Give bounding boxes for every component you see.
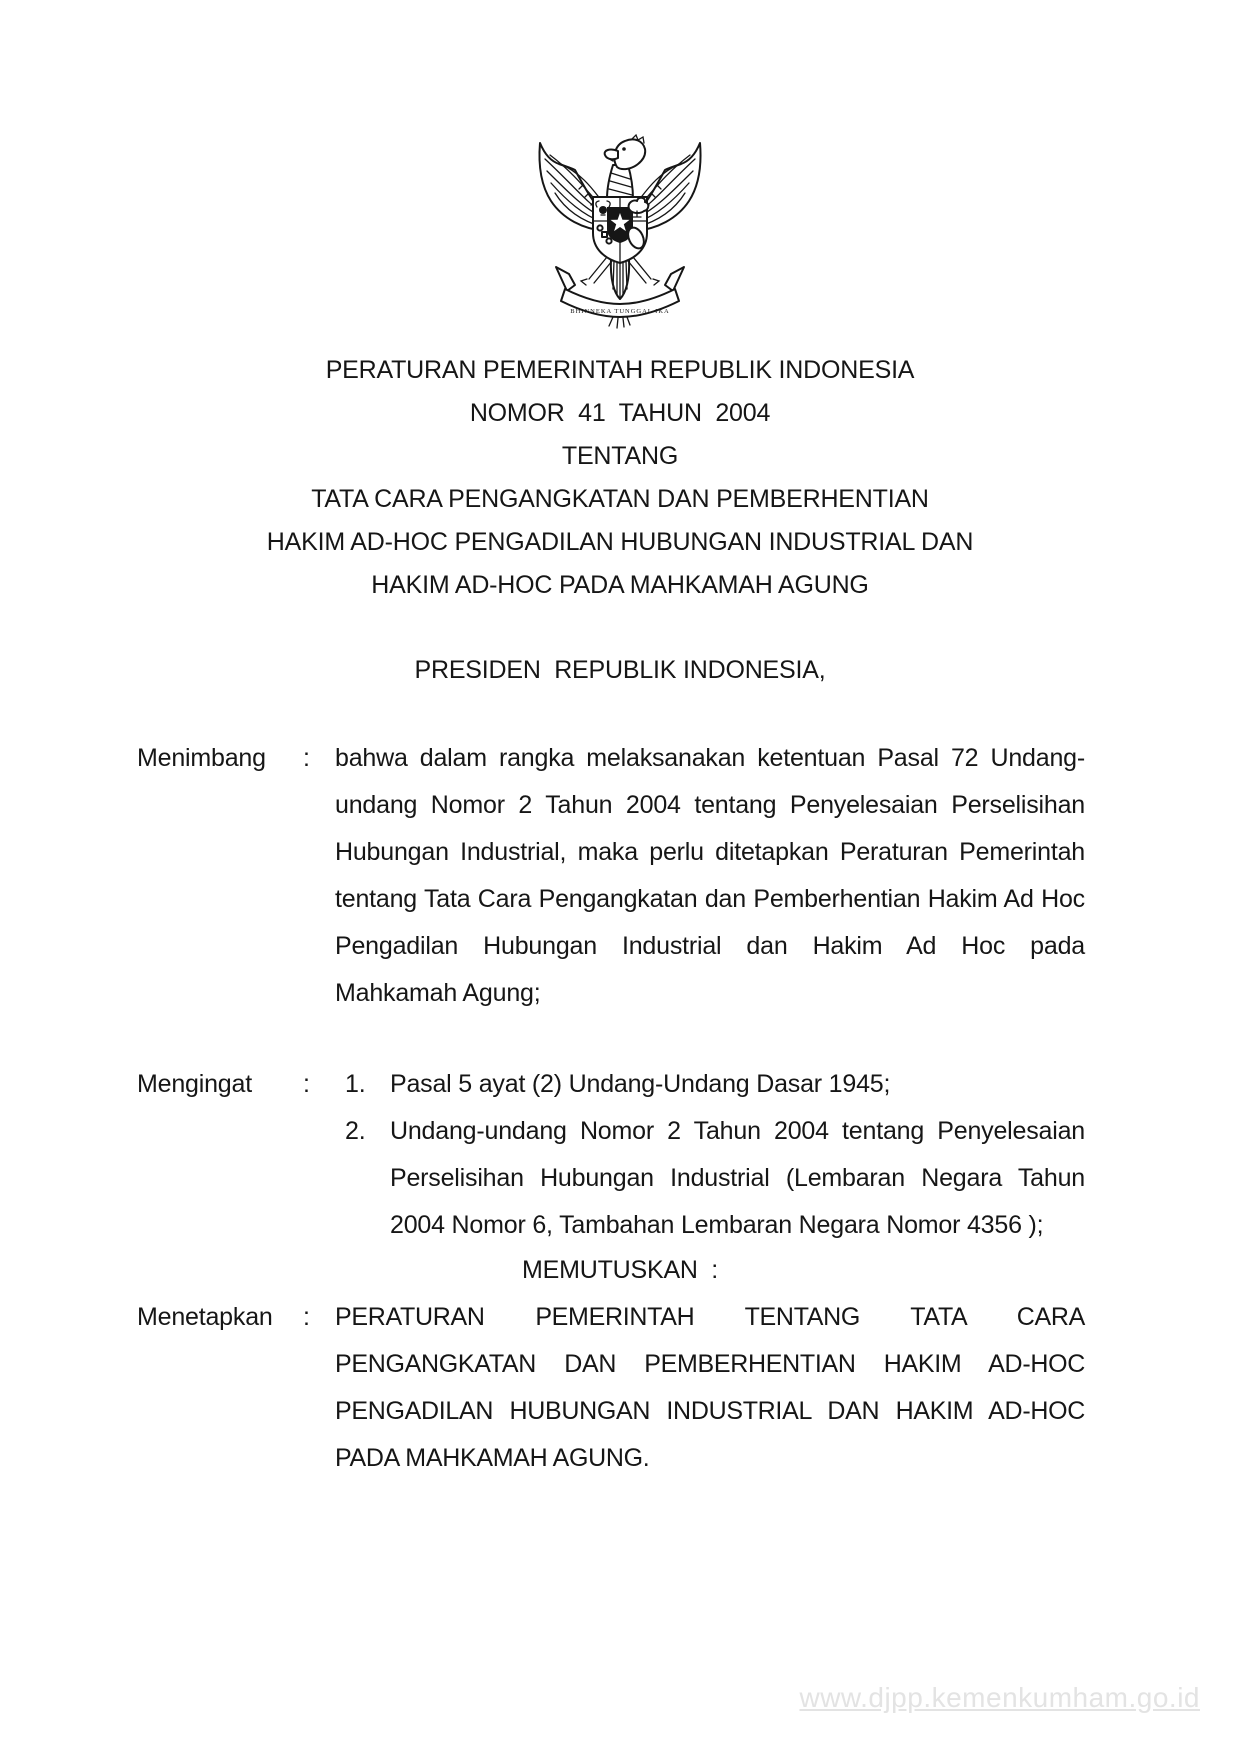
list-item-number: 1. [345,1070,366,1098]
title-line-2: NOMOR 41 TAHUN 2004 [469,399,771,427]
menetapkan-colon: : [303,1303,310,1331]
list-item-text: Undang-undang Nomor 2 Tahun 2004 tentang Penyelesaian Perselisihan Hubungan Industrial (Lembaran Negara Tahun 2004 Nomor 6, Tambahan Lembaran Negara Nomor 4356 ); [390,1117,1085,1239]
list-item-text: Pasal 5 ayat (2) Undang-Undang Dasar 1945; [390,1070,891,1098]
memutuskan-heading: MEMUTUSKAN : [521,1256,719,1284]
emblem-banner-text: BHINNEKA TUNGGAL IKA [570,308,670,315]
menimbang-colon: : [303,744,310,772]
title-line-6: HAKIM AD-HOC PADA MAHKAMAH AGUNG [371,571,869,599]
title-line-1: PERATURAN PEMERINTAH REPUBLIK INDONESIA [325,356,915,384]
menetapkan-label: Menetapkan [137,1303,273,1331]
list-item-number: 2. [345,1117,366,1145]
document-title-block [0,349,1240,607]
menetapkan-body: PERATURAN PEMERINTAH TENTANG TATA CARA PENGANGKATAN DAN PEMBERHENTIAN HAKIM AD-HOC PENGADILAN HUBUNGAN INDUSTRIAL DAN HAKIM AD-HOC PADA MAHKAMAH AGUNG. [335,1303,1085,1472]
mengingat-list [335,1061,1085,1249]
garuda-pancasila-emblem [533,133,707,329]
president-heading: PRESIDEN REPUBLIK INDONESIA, [414,656,826,684]
title-line-4: TATA CARA PENGANGKATAN DAN PEMBERHENTIAN [311,485,929,513]
list-item [335,1108,1085,1249]
mengingat-colon: : [303,1070,310,1098]
title-line-3: TENTANG [561,442,679,470]
watermark-url: www.djpp.kemenkumham.go.id [799,1682,1200,1713]
garuda-emblem-icon [533,133,707,329]
list-item [335,1061,1085,1108]
menimbang-body: bahwa dalam rangka melaksanakan ketentuan Pasal 72 Undang-undang Nomor 2 Tahun 2004 tentang Penyelesaian Perselisihan Hubungan Industrial, maka perlu ditetapkan Peraturan Pemerintah tentang Tata Cara Pengangkatan dan Pemberhentian Hakim Ad Hoc Pengadilan Hubungan Industrial dan Hakim Ad Hoc pada Mahkamah Agung; [335,744,1085,1007]
menimbang-label: Menimbang [137,744,266,772]
title-line-5: HAKIM AD-HOC PENGADILAN HUBUNGAN INDUSTRIAL DAN [266,528,974,556]
mengingat-label: Mengingat [137,1070,252,1098]
